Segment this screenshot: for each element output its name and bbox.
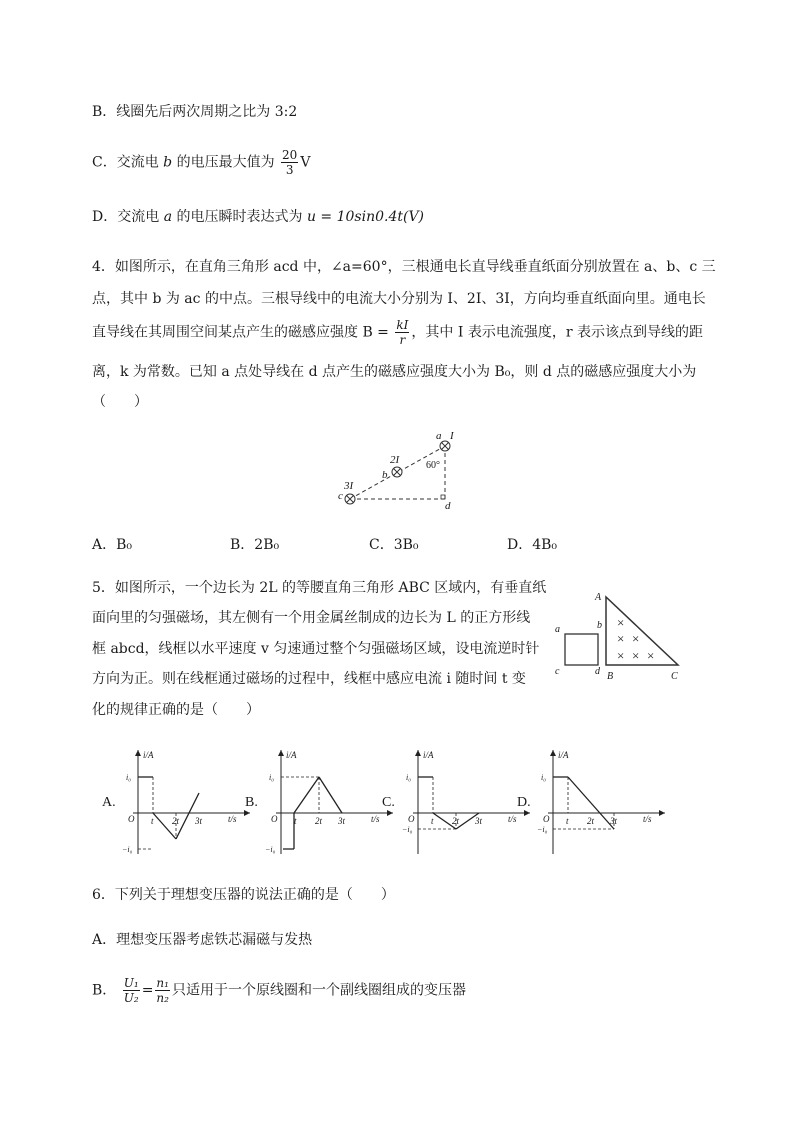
- q5-graph-option-d: [515, 742, 675, 857]
- q6-u1: U₁: [123, 976, 139, 990]
- q4-stem-line-1: 4．如图所示，在直角三角形 acd 中，∠a=60°，三根通电长直导线垂直纸面分别放置在 a、b、c 三: [92, 259, 716, 275]
- q4-right-angle-mark: [441, 495, 445, 499]
- q4-formula-numerator: kI: [396, 318, 409, 332]
- neg-i0-tick-label: −i₀: [537, 825, 548, 834]
- q5-cross: ×: [632, 648, 640, 663]
- q4-formula-denominator: r: [399, 333, 406, 347]
- neg-i0-tick-label: −i₀: [265, 845, 276, 854]
- q4-option-b: B．2B₀: [230, 537, 280, 553]
- 2t-tick-label: 2t: [172, 816, 180, 826]
- q4-formula-fraction: [395, 318, 409, 347]
- q4-label-c: c: [338, 490, 343, 502]
- q6-option-b: B． $\frac{\text{U₁}}{\text{U₂}}$ = $\frac{\text{n₁}}{\text{n₂}}$ 只适用于一个原线圈和一个副线圈组成的变压器: [92, 976, 466, 1005]
- 2t-tick-label: 2t: [587, 816, 595, 826]
- t-tick-label: t: [566, 816, 569, 826]
- current-curve-segment: [294, 777, 319, 813]
- q4-formula-prefix: 直导线在其周围空间某点产生的磁感应强度 B =: [92, 324, 389, 341]
- q4-label-current-c: 3I: [344, 480, 354, 492]
- q3-option-c-unit: V: [300, 154, 311, 171]
- q3-option-d-var: a: [163, 209, 173, 225]
- q3-option-c-prefix: C．交流电: [92, 154, 159, 171]
- x-axis-label: t/s: [371, 814, 380, 824]
- y-axis-arrow-icon: [135, 750, 141, 756]
- neg-i0-tick-label: −i₀: [122, 845, 133, 854]
- q4-figure: [330, 425, 470, 515]
- current-curve-segment: [319, 777, 342, 813]
- q5-label-c: c: [555, 666, 560, 677]
- q5-graph-label-d: D.: [517, 795, 531, 810]
- origin-label: O: [128, 814, 135, 824]
- q6-turns-ratio: [155, 976, 170, 1005]
- q5-graph-label-c: C.: [382, 795, 395, 810]
- q5-figure: [545, 588, 690, 683]
- q5-stem-line-4: 方向为正。则在线框通过磁场的过程中，线框中感应电流 i 随时间 t 变: [92, 671, 526, 687]
- q3-option-d-formula: u = 10sin0.4t(V): [306, 209, 425, 225]
- y-axis-label: i/A: [423, 750, 434, 760]
- q3-option-c-denominator: 3: [285, 163, 294, 177]
- x-axis-arrow-icon: [659, 810, 665, 816]
- q4-stem-line-3: [92, 318, 703, 347]
- i0-tick-label: i₀: [269, 773, 275, 782]
- origin-label: O: [543, 814, 550, 824]
- q6-option-a: A．理想变压器考虑铁芯漏磁与发热: [92, 932, 313, 948]
- q3-option-c-var: b: [163, 154, 173, 171]
- q5-field-crosses: [617, 615, 654, 663]
- q3-option-c: [92, 148, 310, 177]
- q5-stem-line-3: 框 abcd，线框以水平速度 v 匀速通过整个匀强磁场区域，设电流逆时针: [92, 641, 540, 657]
- q5-square-frame: [565, 634, 598, 665]
- y-axis-arrow-icon: [550, 750, 556, 756]
- 3t-tick-label: 3t: [475, 816, 483, 826]
- 3t-tick-label: 3t: [338, 816, 346, 826]
- q5-label-C: C: [671, 671, 678, 682]
- y-axis-label: i/A: [558, 750, 569, 760]
- q5-cross: ×: [617, 615, 625, 630]
- q4-label-b: b: [382, 469, 388, 481]
- q5-graph-label-b: B.: [245, 795, 258, 810]
- q4-stem-line-5: （ ）: [92, 394, 148, 410]
- q4-option-c: C．3B₀: [369, 537, 419, 553]
- 3t-tick-label: 3t: [610, 816, 618, 826]
- q4-label-a: a: [436, 430, 442, 442]
- neg-i0-tick-label: −i₀: [402, 825, 413, 834]
- q3-option-d: [92, 206, 424, 226]
- t-tick-label: t: [431, 816, 434, 826]
- q3-option-c-mid: 的电压最大值为: [176, 154, 275, 171]
- q5-label-a: a: [555, 624, 560, 635]
- i0-tick-label: i₀: [541, 773, 547, 782]
- origin-label: O: [408, 814, 415, 824]
- 2t-tick-label: 2t: [452, 816, 460, 826]
- q5-cross: ×: [617, 631, 625, 646]
- q5-graph-option-a: [100, 742, 260, 857]
- i0-tick-label: i₀: [126, 773, 132, 782]
- q4-option-a: A．B₀: [92, 537, 133, 553]
- q6-n1: n₁: [156, 976, 169, 990]
- y-axis-label: i/A: [286, 750, 297, 760]
- q3-option-c-fraction: [281, 148, 298, 177]
- 2t-tick-label: 2t: [315, 816, 323, 826]
- x-axis-label: t/s: [643, 814, 652, 824]
- q6-option-b-text: 只适用于一个原线圈和一个副线圈组成的变压器: [171, 982, 466, 999]
- q4-label-current-b: 2I: [390, 454, 400, 466]
- q5-stem-line-2: 面向里的匀强磁场，其左侧有一个用金属丝制成的边长为 L 的正方形线: [92, 610, 531, 626]
- 3t-tick-label: 3t: [195, 816, 203, 826]
- q6-n2: n₂: [156, 991, 169, 1005]
- x-axis-label: t/s: [508, 814, 517, 824]
- q3-option-b: B．线圈先后两次周期之比为 3:2: [92, 104, 298, 120]
- q4-stem-line-2: 点，其中 b 为 ac 的中点。三根导线中的电流大小分别为 I、2I、3I，方向均垂直纸面向里。通电长: [92, 291, 706, 307]
- q5-cross: ×: [617, 648, 625, 663]
- q4-option-d: D．4B₀: [507, 537, 558, 553]
- q5-graph-option-b: [243, 742, 403, 857]
- q4-label-current-a: I: [450, 430, 454, 442]
- q5-stem-line-1: 5．如图所示，一个边长为 2L 的等腰直角三角形 ABC 区域内，有垂直纸: [92, 580, 547, 596]
- q5-cross: ×: [647, 648, 655, 663]
- q4-stem-line-4: 离，k 为常数。已知 a 点处导线在 d 点产生的磁感应强度大小为 B₀，则 d 点的磁感应强度大小为: [92, 364, 697, 380]
- q4-wire-b-icon: [392, 467, 402, 477]
- t-tick-label: t: [151, 816, 154, 826]
- x-axis-label: t/s: [228, 814, 237, 824]
- q6-stem: 6．下列关于理想变压器的说法正确的是（ ）: [92, 887, 395, 903]
- q5-label-d: d: [595, 666, 600, 677]
- q3-option-d-prefix: D．交流电: [92, 209, 160, 225]
- q6-option-b-prefix: B．: [92, 982, 117, 999]
- y-axis-arrow-icon: [278, 750, 284, 756]
- t-tick-label: t: [294, 816, 297, 826]
- origin-label: O: [271, 814, 278, 824]
- y-axis-label: i/A: [143, 750, 154, 760]
- q3-option-d-mid: 的电压瞬时表达式为: [176, 209, 303, 225]
- q5-label-b: b: [597, 620, 602, 631]
- q5-graph-label-a: A.: [102, 795, 116, 810]
- q5-label-A: A: [595, 592, 602, 603]
- q5-stem-line-5: 化的规律正确的是（ ）: [92, 702, 260, 718]
- q6-u2: U₂: [123, 991, 139, 1005]
- q6-voltage-ratio: [123, 976, 140, 1005]
- q4-wire-a-icon: [440, 441, 450, 451]
- y-axis-arrow-icon: [415, 750, 421, 756]
- q3-option-c-numerator: 20: [282, 148, 298, 162]
- q4-label-d: d: [445, 500, 451, 512]
- q4-label-angle: 60°: [426, 460, 440, 471]
- q5-cross: ×: [632, 631, 640, 646]
- q4-formula-suffix: ，其中 I 表示电流强度，r 表示该点到导线的距: [411, 324, 703, 341]
- i0-tick-label: i₀: [406, 773, 412, 782]
- q4-wire-c-icon: [345, 494, 355, 504]
- q5-label-B: B: [607, 671, 614, 682]
